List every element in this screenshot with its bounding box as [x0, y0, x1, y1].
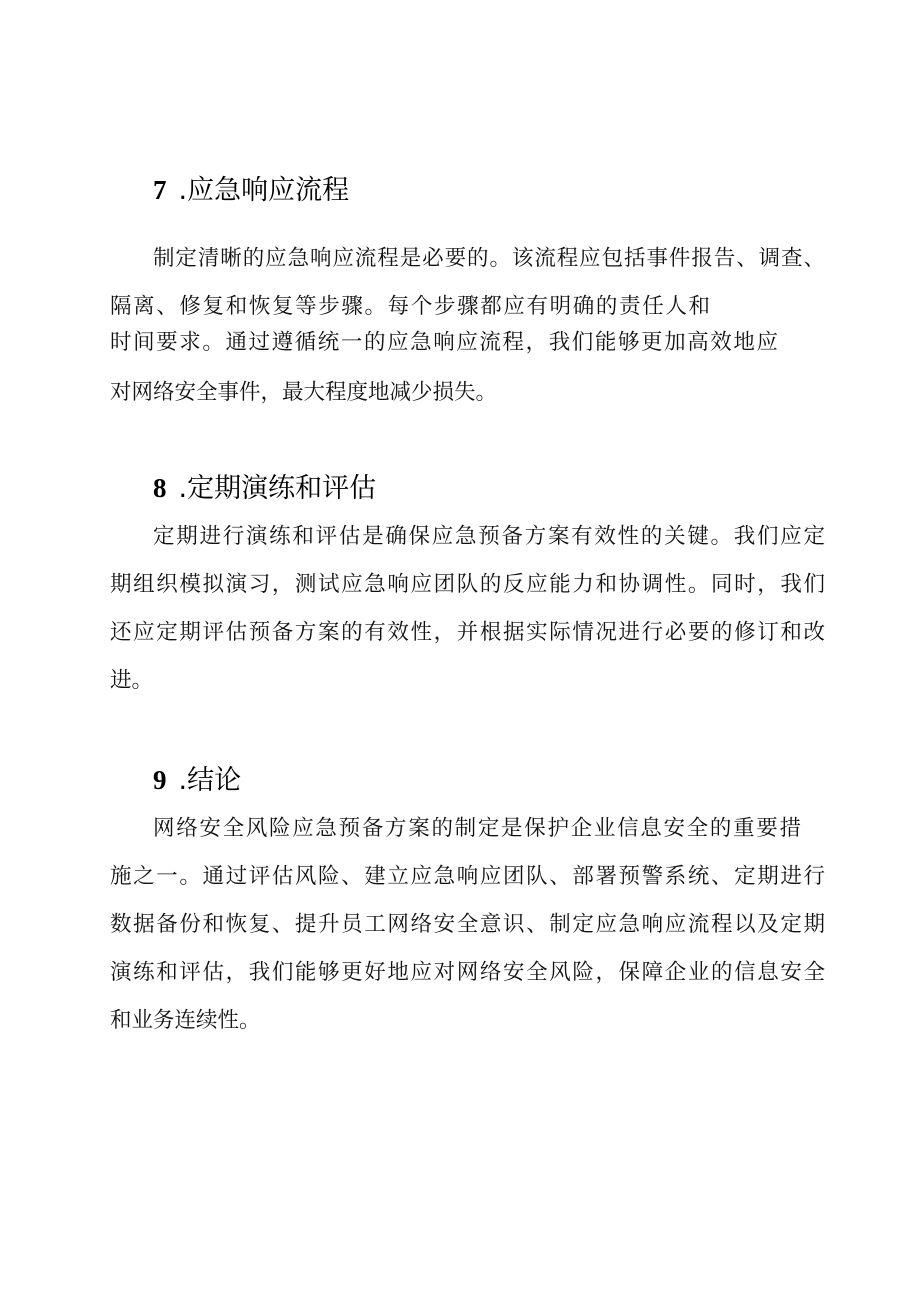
- section-number: 9: [153, 765, 167, 795]
- paragraph-line: 时间要求。通过遵循统一的应急响应流程，我们能够更加高效地应: [110, 330, 778, 355]
- paragraph-line: 施之一。通过评估风险、建立应急响应团队、部署预警系统、定期进行: [110, 864, 825, 889]
- section-title: .结论: [178, 765, 242, 796]
- paragraph-line: 对网络安全事件，最大程度地减少损失。: [110, 380, 498, 405]
- paragraph-line: 制定清晰的应急响应流程是必要的。该流程应包括事件报告、调查、: [153, 246, 825, 271]
- paragraph-line: 还应定期评估预备方案的有效性，并根据实际情况进行必要的修订和改: [110, 620, 825, 645]
- paragraph-line: 演练和评估，我们能够更好地应对网络安全风险，保障企业的信息安全: [110, 960, 825, 985]
- section-title: .定期演练和评估: [178, 473, 377, 504]
- paragraph-line: 进。: [110, 668, 154, 693]
- section-heading-7: [153, 172, 349, 209]
- section-title: .应急响应流程: [178, 175, 350, 206]
- paragraph-line: 网络安全风险应急预备方案的制定是保护企业信息安全的重要措: [153, 816, 801, 841]
- paragraph-line: 和业务连续性。: [110, 1008, 261, 1033]
- section-heading-9: [153, 762, 241, 799]
- paragraph-line: 定期进行演练和评估是确保应急预备方案有效性的关键。我们应定: [153, 524, 825, 549]
- section-number: 7: [153, 175, 167, 205]
- paragraph-line: 数据备份和恢复、提升员工网络安全意识、制定应急响应流程以及定期: [110, 912, 825, 937]
- section-number: 8: [153, 473, 167, 503]
- paragraph-line: 隔离、修复和恢复等步骤。每个步骤都应有明确的责任人和: [110, 294, 710, 319]
- section-heading-8: [153, 470, 376, 507]
- paragraph-line: 期组织模拟演习，测试应急响应团队的反应能力和协调性。同时，我们: [110, 572, 825, 597]
